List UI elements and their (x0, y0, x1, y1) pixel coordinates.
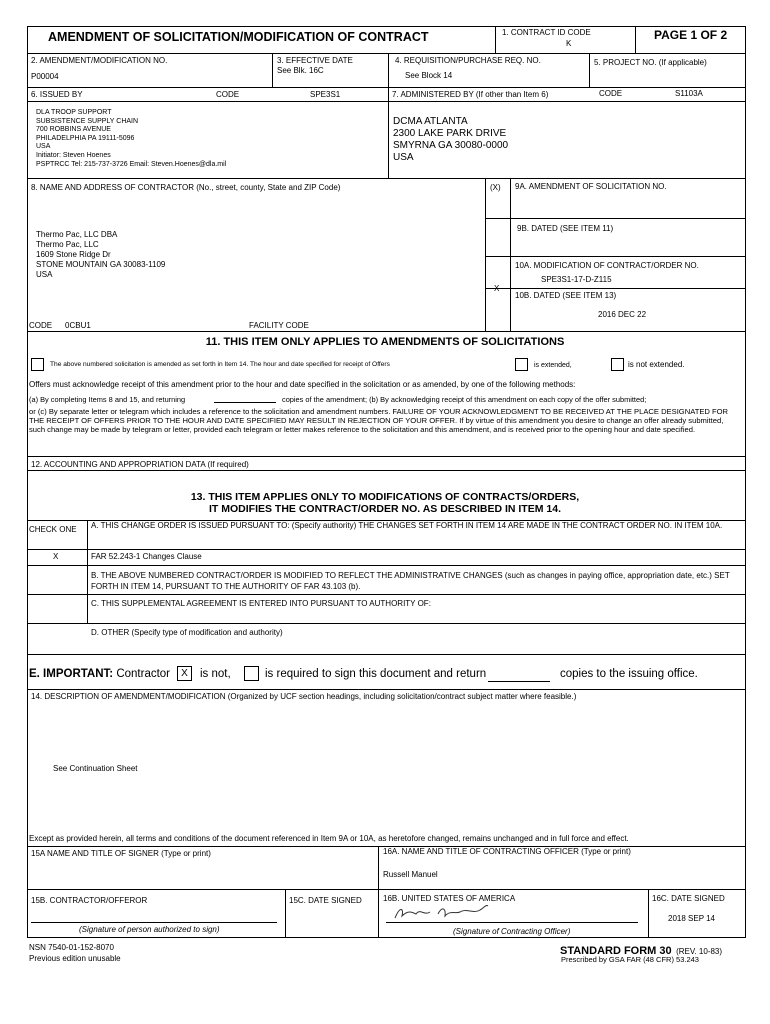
far-clause-text: FAR 52.243-1 Changes Clause (91, 552, 202, 561)
modification-x-mark: X (494, 284, 500, 293)
amendment-no-value: P00004 (31, 72, 59, 81)
item13-b-text: B. THE ABOVE NUMBERED CONTRACT/ORDER IS MODIFIED TO REFLECT THE ADMINISTRATIVE CHANGES (such as changes in paying office, appropriation date, etc.) SET FORTH IN ITEM 14, PURSUANT TO THE AUTHORITY OF FAR 43.103 (b). (91, 571, 730, 591)
nsn-number: NSN 7540-01-152-8070 (29, 943, 114, 952)
item13-heading-line1: 13. THIS ITEM APPLIES ONLY TO MODIFICATIONS OF CONTRACTS/ORDERS, (190, 491, 580, 503)
requisition-label: 4. REQUISITION/PURCHASE REQ. NO. (395, 56, 541, 65)
contractor-code-value: 0CBU1 (65, 321, 91, 330)
description-label: 14. DESCRIPTION OF AMENDMENT/MODIFICATION (Organized by UCF section headings, including solicitation/contract subject matter where feasible.) (31, 692, 577, 701)
copies-label: copies to the issuing office. (560, 668, 698, 680)
issued-by-address: DLA TROOP SUPPORT SUBSISTENCE SUPPLY CHAIN 700 ROBBINS AVENUE PHILADELPHIA PA 19111-5096 USA Initiator: Steven Hoenes PSPTRCC Tel: 215-737-3726 Email: Steven.Hoenes@dla.mil (36, 109, 227, 168)
contractor-label: 8. NAME AND ADDRESS OF CONTRACTOR (No., street, county, State and ZIP Code) (31, 183, 341, 192)
previous-edition-note: Previous edition unusable (29, 954, 121, 963)
description-content: See Continuation Sheet (53, 764, 138, 773)
modification-no-value: SPE3S1-17-D-Z115 (541, 275, 612, 284)
amendment-solicitation-label: 9A. AMENDMENT OF SOLICITATION NO. (515, 182, 667, 191)
except-text: Except as provided herein, all terms and conditions of the document referenced in Item 9A or 10A, as heretofore changed, remains unchanged and in full force and effect. (29, 834, 629, 843)
check-one-label: CHECK ONE (29, 525, 77, 534)
dated-9b-label: 9B. DATED (SEE ITEM 11) (517, 224, 614, 233)
prescribed-by: Prescribed by GSA FAR (48 CFR) 53.243 (561, 955, 699, 964)
requisition-value: See Block 14 (405, 71, 453, 80)
important-line: E. IMPORTANT: Contractor (29, 668, 171, 680)
contract-id-value: K (566, 39, 572, 48)
item11-line4: or (c) By separate letter or telegram which includes a reference to the solicitation and amendment numbers. FAILURE OF YOUR ACKNOWLEDGMENT TO BE RECEIVED AT THE PLACE DESIGNATED FOR THE RECEIPT OF OFFERS PRIOR TO THE HOUR AND DATE SPECIFIED MAY RESULT IN REJECTION OF YOUR OFFER. If by virtue of this amendment you desire to change an offer already submitted, such change may be made by telegram or letter, provided each telegram or letter makes reference to the solicitation and this amendment, and is received prior to the opening hour and date specified. (29, 407, 729, 434)
item13-a-x-mark: X (53, 552, 59, 561)
modification-no-label: 10A. MODIFICATION OF CONTRACT/ORDER NO. (515, 261, 699, 270)
item13-a-text: A. THIS CHANGE ORDER IS ISSUED PURSUANT TO: (Specify authority) THE CHANGES SET FORTH IN ITEM 14 ARE MADE IN THE CONTRACT ORDER NO. IN ITEM 10A. (91, 521, 723, 530)
dated-10b-value: 2016 DEC 22 (598, 310, 647, 319)
item11-heading: 11. THIS ITEM ONLY APPLIES TO AMENDMENTS OF SOLICITATIONS (205, 336, 565, 348)
effective-date-label: 3. EFFECTIVE DATE (277, 56, 353, 65)
contractor-signature-caption: (Signature of person authorized to sign) (79, 925, 220, 934)
officer-signature-caption: (Signature of Contracting Officer) (453, 927, 571, 936)
item11-line3a: (a) By completing Items 8 and 15, and returning (29, 395, 186, 404)
return-copies-blank[interactable] (488, 681, 550, 682)
administered-by-address: DCMA ATLANTA 2300 LAKE PARK DRIVE SMYRNA GA 30080-0000 USA (393, 116, 509, 163)
contractor-code-label: CODE (29, 321, 53, 330)
not-extended-label: is not extended. (628, 360, 685, 369)
item11-line3b: copies of the amendment; (b) By acknowledging receipt of this amendment on each copy of the offer submitted; (282, 395, 647, 404)
dated-10b-label: 10B. DATED (SEE ITEM 13) (515, 291, 617, 300)
facility-code-label: FACILITY CODE (249, 321, 309, 330)
item13-heading-line2: IT MODIFIES THE CONTRACT/ORDER NO. AS DESCRIBED IN ITEM 14. (209, 503, 561, 515)
accounting-label: 12. ACCOUNTING AND APPROPRIATION DATA (If required) (31, 460, 249, 469)
officer-name-value: Russell Manuel (383, 870, 438, 879)
is-extended-label: is extended, (534, 362, 572, 369)
officer-name-label: 16A. NAME AND TITLE OF CONTRACTING OFFICER (Type or print) (383, 847, 631, 856)
signer-name-label: 15A NAME AND TITLE OF SIGNER (Type or print) (31, 849, 211, 858)
contractor-address: Thermo Pac, LLC DBA Thermo Pac, LLC 1609 Stone Ridge Dr STONE MOUNTAIN GA 30083-1109 USA (36, 230, 166, 279)
administered-code-value: S1103A (675, 89, 703, 98)
issued-code-value: SPE3S1 (310, 90, 341, 99)
issued-code-label: CODE (216, 90, 240, 99)
is-extended-checkbox[interactable] (515, 358, 528, 371)
copies-blank[interactable] (214, 402, 276, 403)
form-designation: STANDARD FORM 30 (REV. 10-83) (560, 945, 723, 957)
effective-date-value: See Blk. 16C (277, 66, 324, 75)
contractor-date-signed-label: 15C. DATE SIGNED (289, 896, 362, 905)
is-not-label: is not, (200, 668, 231, 680)
contractor-signature-line[interactable] (31, 922, 277, 923)
administered-code-label: CODE (599, 89, 623, 98)
usa-label: 16B. UNITED STATES OF AMERICA (383, 894, 516, 903)
contractor-offeror-label: 15B. CONTRACTOR/OFFEROR (31, 896, 148, 905)
not-extended-checkbox[interactable] (611, 358, 624, 371)
contractor-is-required-checkbox[interactable] (244, 666, 259, 681)
administered-by-label: 7. ADMINISTERED BY (If other than Item 6) (392, 90, 549, 99)
contractor-is-not-checkbox[interactable]: X (177, 666, 192, 681)
contract-id-label: 1. CONTRACT ID CODE (502, 28, 591, 37)
item11-line1: The above numbered solicitation is amended as set forth in Item 14. The hour and date specified for receipt of Offers (50, 361, 390, 368)
item11-line2: Offers must acknowledge receipt of this amendment prior to the hour and date specified in the solicitation or as amended, by one of the following methods: (29, 380, 576, 389)
amendment-no-label: 2. AMENDMENT/MODIFICATION NO. (31, 56, 168, 65)
form-title: AMENDMENT OF SOLICITATION/MODIFICATION OF CONTRACT (48, 30, 429, 44)
page-number: PAGE 1 OF 2 (654, 28, 728, 42)
is-required-label: is required to sign this document and return (265, 668, 487, 680)
project-no-label: 5. PROJECT NO. (If applicable) (594, 58, 707, 67)
solicitation-amended-checkbox[interactable] (31, 358, 44, 371)
officer-signature-image (390, 902, 500, 924)
item13-d-text: D. OTHER (Specify type of modification and authority) (91, 628, 283, 637)
item13-c-text: C. THIS SUPPLEMENTAL AGREEMENT IS ENTERED INTO PURSUANT TO AUTHORITY OF: (91, 599, 431, 608)
officer-date-signed-label: 16C. DATE SIGNED (652, 894, 725, 903)
officer-date-signed-value: 2018 SEP 14 (668, 914, 716, 923)
issued-by-label: 6. ISSUED BY (31, 90, 83, 99)
x-column-header: (X) (490, 183, 501, 192)
